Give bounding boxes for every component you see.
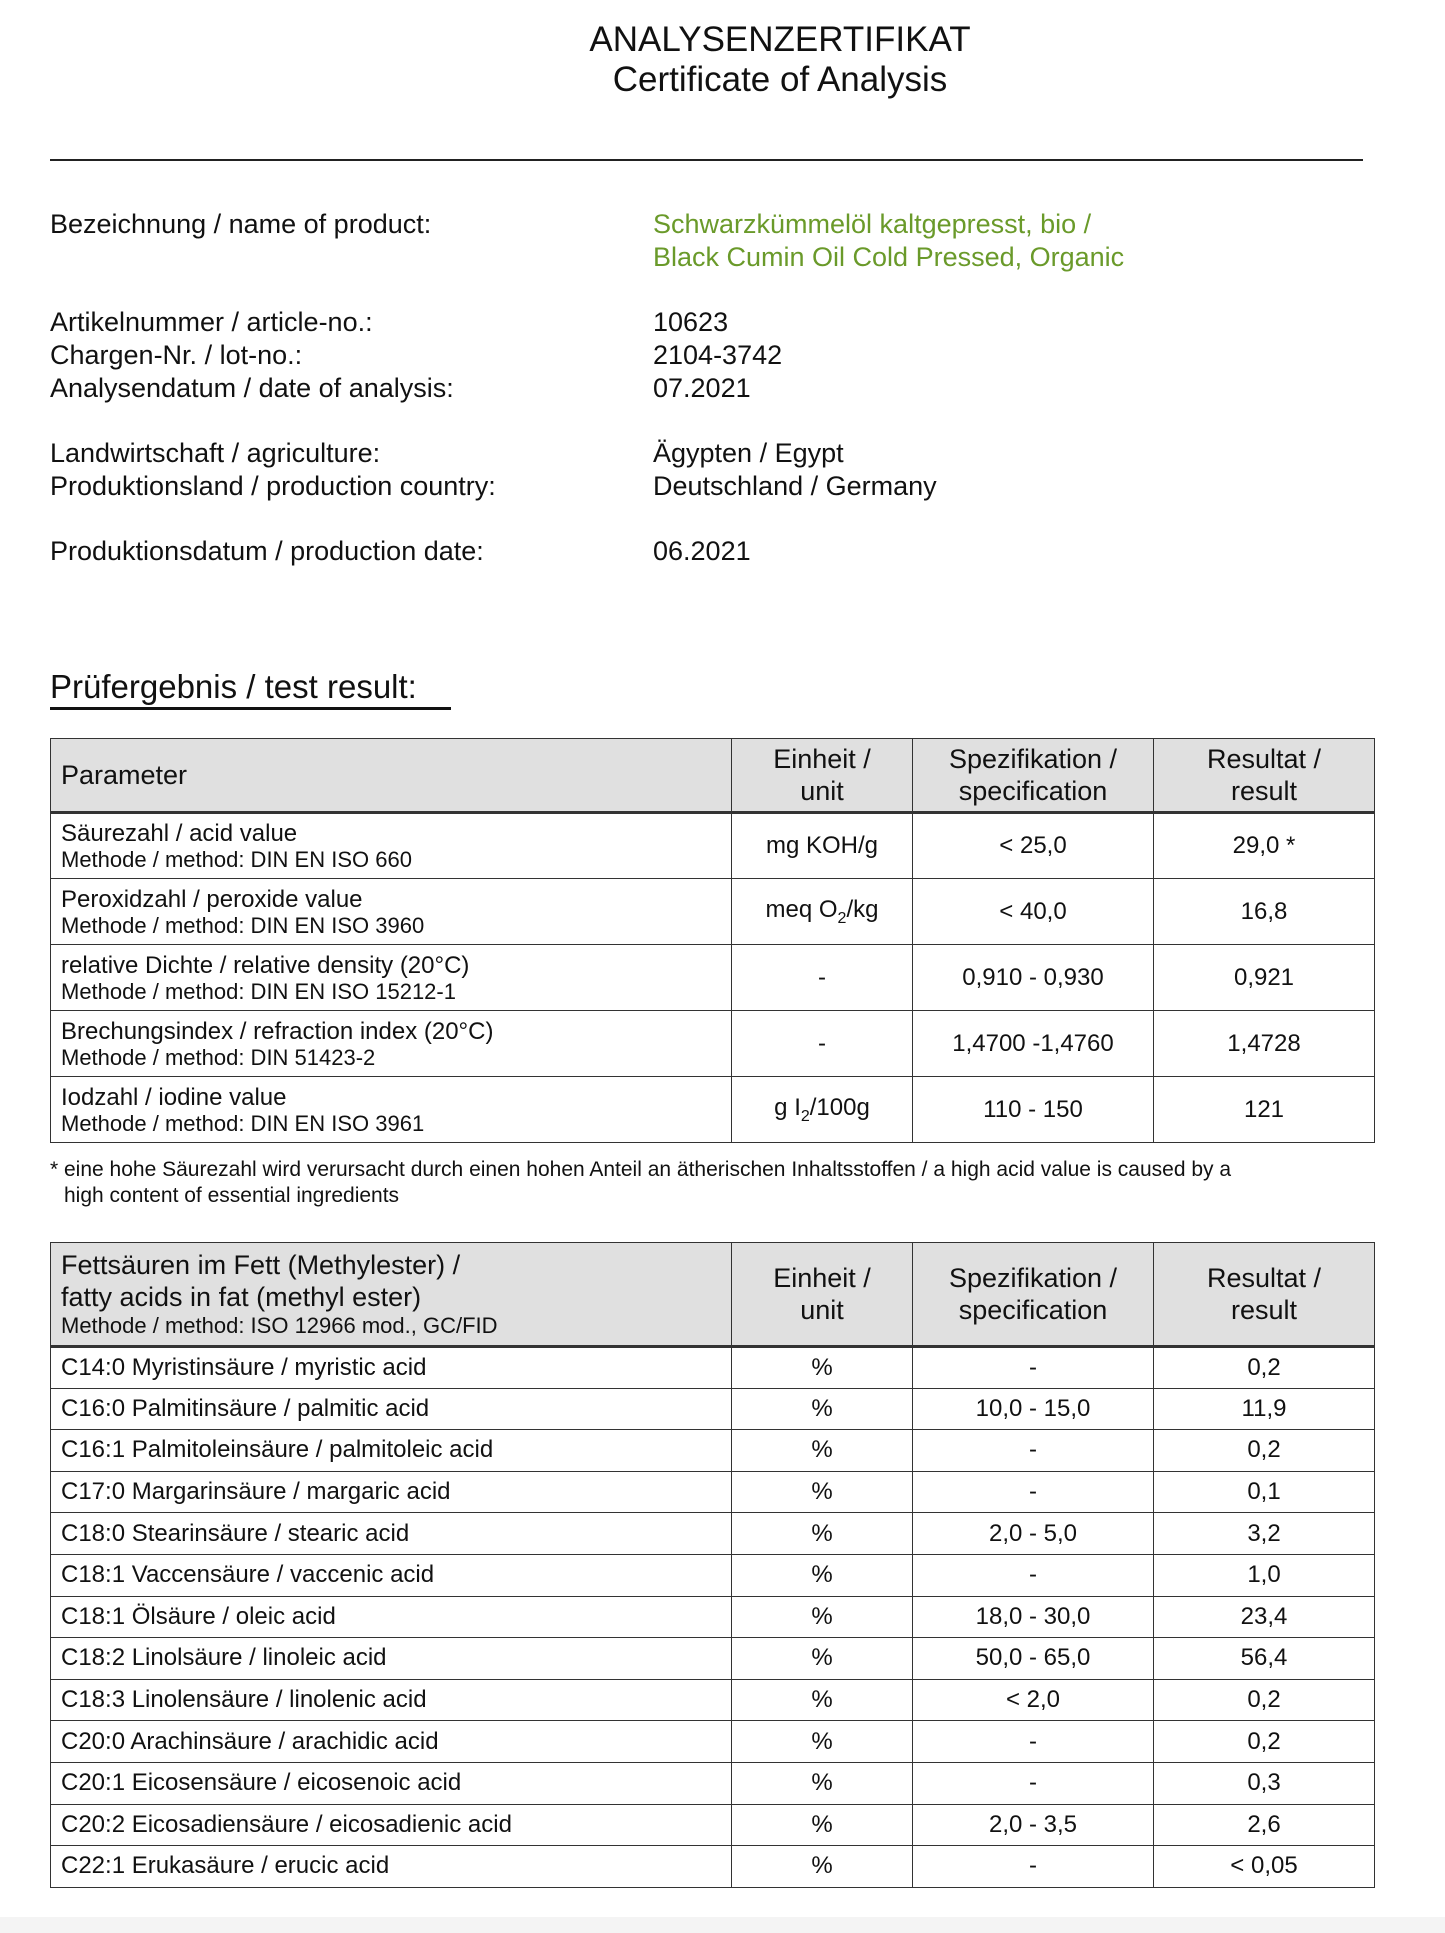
spec-cell: 2,0 - 3,5 [913,1804,1154,1846]
table-row [51,1430,1375,1472]
test-result-title: Prüfergebnis / test result: [50,668,451,710]
result-cell: 16,8 [1154,879,1375,945]
spec-cell: - [913,1347,1154,1389]
spec-cell: - [913,1471,1154,1513]
table-row [51,1077,1375,1143]
header-unit-line2: unit [800,776,844,806]
unit-text-suffix: /100g [809,1093,870,1121]
spec-cell: < 25,0 [913,813,1154,879]
result-cell: 0,2 [1154,1679,1375,1721]
spec-cell: - [913,1846,1154,1888]
unit-cell: % [732,1513,913,1555]
unit-cell: - [732,1011,913,1077]
fatty-acids-header-row [51,1243,1375,1347]
title-english: Certificate of Analysis [612,60,948,99]
spec-cell: 2,0 - 5,0 [913,1513,1154,1555]
parameter-method: Methode / method: DIN EN ISO 3960 [61,912,425,938]
article-value: 10623 [653,307,729,337]
parameter-name: Iodzahl / iodine value [61,1083,287,1111]
spec-cell: 1,4700 -1,4760 [913,1011,1154,1077]
result-cell: 0,1 [1154,1471,1375,1513]
spec-cell: < 40,0 [913,879,1154,945]
table-row [51,1388,1375,1430]
unit-cell: mg KOH/g [732,813,913,879]
fatty-acid-name-cell: C16:0 Palmitinsäure / palmitic acid [51,1388,732,1430]
header-result [1154,1243,1375,1347]
table-row [51,1513,1375,1555]
unit-cell: - [732,945,913,1011]
result-cell: 0,2 [1154,1347,1375,1389]
fatty-acid-name-cell: C20:1 Eicosensäure / eicosenoic acid [51,1762,732,1804]
header-unit-line1: Einheit / [773,1263,871,1293]
fatty-acid-name-cell: C18:2 Linolsäure / linoleic acid [51,1638,732,1680]
fatty-acid-name-cell: C20:2 Eicosadiensäure / eicosadienic acid [51,1804,732,1846]
result-cell: 121 [1154,1077,1375,1143]
product-name-label: Bezeichnung / name of product: [50,209,432,239]
spec-cell: - [913,1762,1154,1804]
spec-cell: 110 - 150 [913,1077,1154,1143]
fatty-acid-name-cell: C20:0 Arachinsäure / arachidic acid [51,1721,732,1763]
header-spec-line2: specification [958,1295,1108,1325]
acid-value-footnote [50,1157,1380,1209]
header-result [1154,739,1375,813]
header-spec-line1: Spezifikation / [948,1263,1118,1293]
parameter-cell [51,945,732,1011]
unit-cell: % [732,1638,913,1680]
parameter-cell [51,813,732,879]
fatty-acid-name-cell: C18:3 Linolensäure / linolenic acid [51,1679,732,1721]
table-row [51,1011,1375,1077]
result-cell: 1,4728 [1154,1011,1375,1077]
result-cell: 3,2 [1154,1513,1375,1555]
header-parameter: Parameter [51,739,732,813]
result-cell: 2,6 [1154,1804,1375,1846]
analysis-date-label: Analysendatum / date of analysis: [50,373,454,403]
fatty-acid-name-cell: C22:1 Erukasäure / erucic acid [51,1846,732,1888]
agriculture-value: Ägypten / Egypt [653,438,844,468]
header-fatty-acids-line1: Fettsäuren im Fett (Methylester) / [61,1250,461,1280]
header-spec-line2: specification [958,776,1108,806]
table-row [51,945,1375,1011]
footnote-line2: high content of essential ingredients [64,1184,400,1207]
parameter-name: relative Dichte / relative density (20°C) [61,951,470,979]
spec-cell: - [913,1721,1154,1763]
result-cell: 0,2 [1154,1430,1375,1472]
unit-text: g I [774,1093,801,1121]
production-country-value: Deutschland / Germany [653,471,937,501]
unit-cell: % [732,1846,913,1888]
spec-cell: - [913,1554,1154,1596]
parameter-method: Methode / method: DIN 51423-2 [61,1044,376,1070]
fatty-acid-name-cell: C14:0 Myristinsäure / myristic acid [51,1347,732,1389]
lot-label: Chargen-Nr. / lot-no.: [50,340,303,370]
header-fatty-acids [51,1243,732,1347]
unit-cell [732,1077,913,1143]
fatty-acid-name-cell: C16:1 Palmitoleinsäure / palmitoleic acid [51,1430,732,1472]
result-cell: 0,3 [1154,1762,1375,1804]
fatty-acid-name-cell: C17:0 Margarinsäure / margaric acid [51,1471,732,1513]
unit-text-suffix: /kg [846,895,879,923]
table-row [51,879,1375,945]
header-unit-line1: Einheit / [773,744,871,774]
header-result-line2: result [1230,1295,1298,1325]
parameter-cell [51,1011,732,1077]
unit-subscript: 2 [800,1107,810,1125]
fatty-acid-name-cell: C18:0 Stearinsäure / stearic acid [51,1513,732,1555]
parameter-method: Methode / method: DIN EN ISO 3961 [61,1110,425,1136]
title-german: ANALYSENZERTIFIKAT [589,20,971,59]
spec-cell: 50,0 - 65,0 [913,1638,1154,1680]
parameter-name: Säurezahl / acid value [61,820,298,847]
footnote-line1: * eine hohe Säurezahl wird verursacht durch einen hohen Anteil an ätherischen Inhaltsstoffen / a high acid value is caused by a [50,1158,1232,1181]
article-label: Artikelnummer / article-no.: [50,307,373,337]
unit-cell: % [732,1721,913,1763]
unit-text: meq O [765,895,838,923]
analysis-date-value: 07.2021 [653,373,751,403]
header-fatty-acids-line2: fatty acids in fat (methyl ester) [61,1282,422,1312]
unit-cell: % [732,1596,913,1638]
result-cell: < 0,05 [1154,1846,1375,1888]
header-result-line2: result [1230,776,1298,806]
header-unit [732,1243,913,1347]
parameter-name: Peroxidzahl / peroxide value [61,885,363,913]
unit-cell: % [732,1762,913,1804]
result-cell: 0,921 [1154,945,1375,1011]
spec-cell: 0,910 - 0,930 [913,945,1154,1011]
spec-cell: - [913,1430,1154,1472]
table-row [51,1554,1375,1596]
header-divider [50,159,1363,161]
document-header [0,20,1445,100]
fatty-acids-table [50,1242,1375,1888]
table-row [51,1721,1375,1763]
header-spec-line1: Spezifikation / [948,744,1118,774]
unit-cell: % [732,1347,913,1389]
spec-cell: < 2,0 [913,1679,1154,1721]
result-cell: 29,0 * [1154,813,1375,879]
unit-cell: % [732,1804,913,1846]
production-country-label: Produktionsland / production country: [50,471,496,501]
product-name-value-line1: Schwarzkümmelöl kaltgepresst, bio / [653,209,1092,239]
agriculture-label: Landwirtschaft / agriculture: [50,438,381,468]
lot-value: 2104-3742 [653,340,783,370]
unit-cell: % [732,1679,913,1721]
test-result-table [50,738,1375,1143]
table-row [51,813,1375,879]
result-cell: 1,0 [1154,1554,1375,1596]
fatty-acid-name-cell: C18:1 Vaccensäure / vaccenic acid [51,1554,732,1596]
unit-cell: % [732,1430,913,1472]
table-row [51,1762,1375,1804]
table-row [51,1804,1375,1846]
spec-cell: 18,0 - 30,0 [913,1596,1154,1638]
result-cell: 23,4 [1154,1596,1375,1638]
header-specification [913,739,1154,813]
production-date-label: Produktionsdatum / production date: [50,536,484,566]
parameter-name: Brechungsindex / refraction index (20°C) [61,1017,494,1045]
table-row [51,1471,1375,1513]
header-result-line1: Resultat / [1206,1263,1322,1293]
parameter-method: Methode / method: DIN EN ISO 15212-1 [61,978,456,1004]
table-row [51,1679,1375,1721]
header-unit [732,739,913,813]
fatty-acid-name-cell: C18:1 Ölsäure / oleic acid [51,1596,732,1638]
header-unit-line2: unit [800,1295,844,1325]
production-date-value: 06.2021 [653,536,751,566]
unit-cell: % [732,1471,913,1513]
header-fatty-acids-method: Methode / method: ISO 12966 mod., GC/FID [61,1313,498,1338]
result-cell: 11,9 [1154,1388,1375,1430]
test-result-header-row [51,739,1375,813]
spec-cell: 10,0 - 15,0 [913,1388,1154,1430]
page-bottom-edge [0,1917,1445,1933]
header-specification [913,1243,1154,1347]
header-result-line1: Resultat / [1206,744,1322,774]
unit-cell: % [732,1554,913,1596]
table-row [51,1347,1375,1389]
unit-subscript: 2 [837,909,847,927]
table-row [51,1638,1375,1680]
unit-cell: % [732,1388,913,1430]
table-row [51,1846,1375,1888]
unit-cell [732,879,913,945]
parameter-method: Methode / method: DIN EN ISO 660 [61,847,412,872]
parameter-cell [51,879,732,945]
parameter-cell [51,1077,732,1143]
product-name-value-line2: Black Cumin Oil Cold Pressed, Organic [653,242,1125,272]
table-row [51,1596,1375,1638]
result-cell: 0,2 [1154,1721,1375,1763]
result-cell: 56,4 [1154,1638,1375,1680]
